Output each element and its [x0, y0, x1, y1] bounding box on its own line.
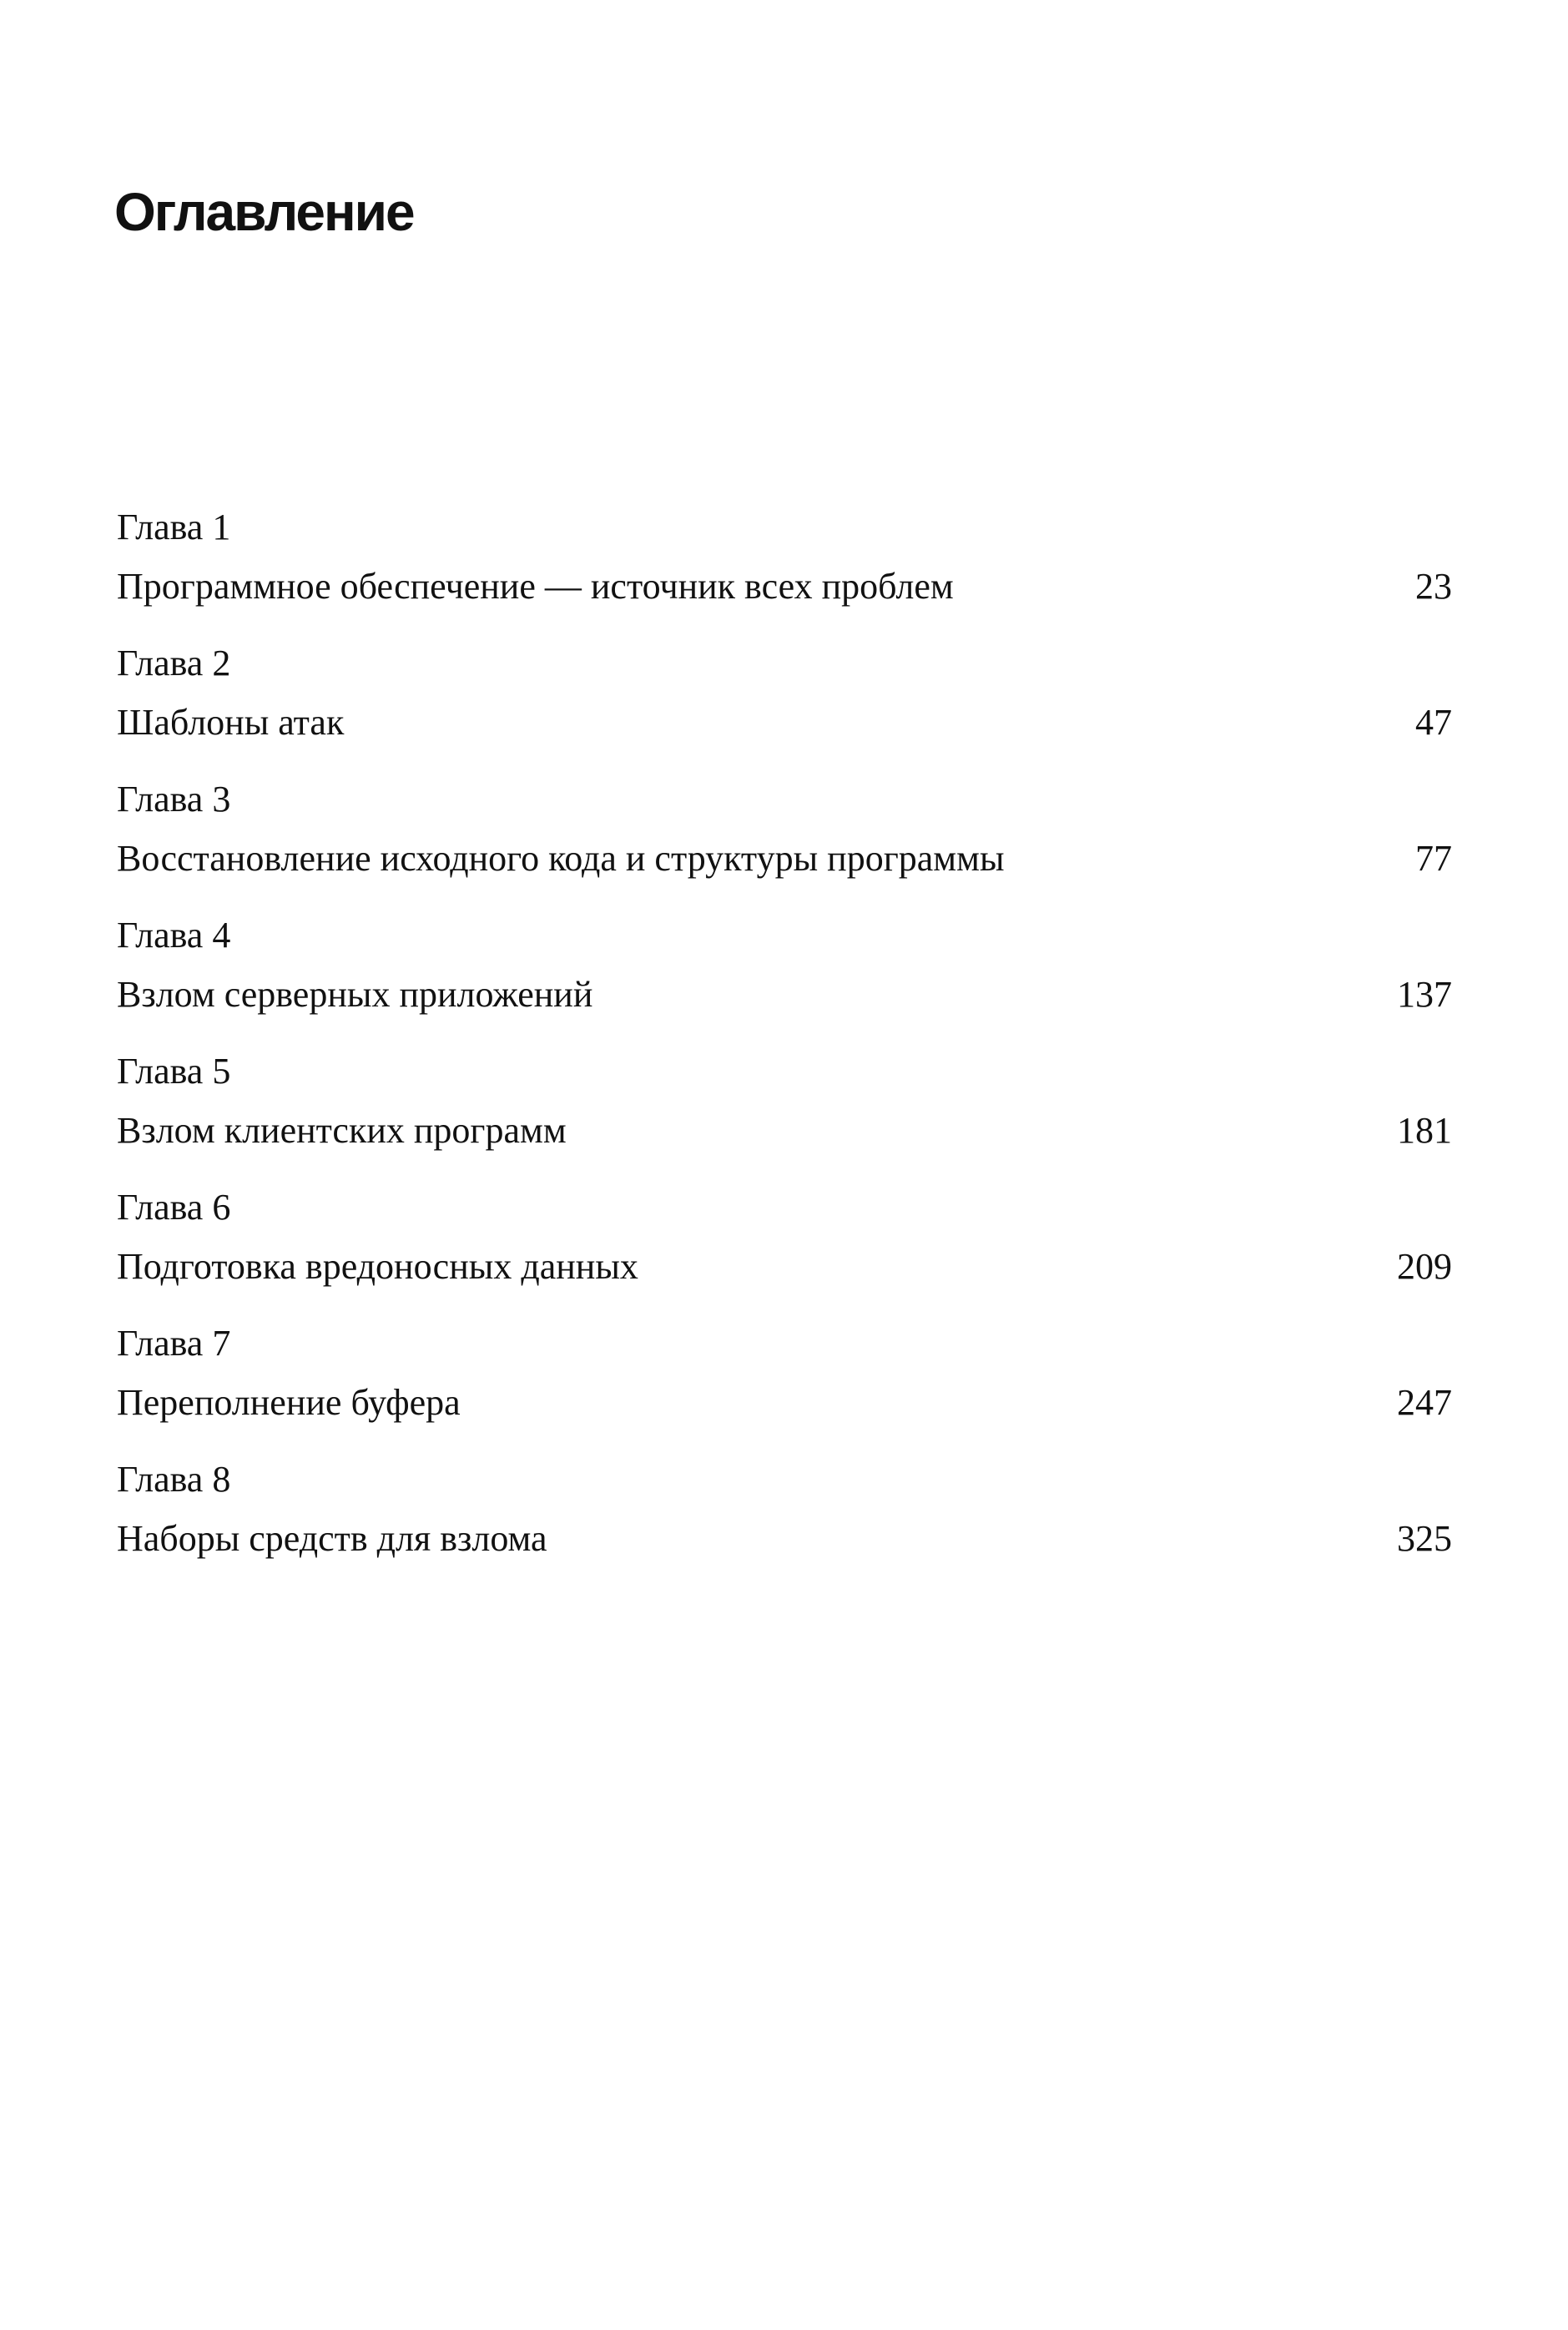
toc-entry-chapter-1[interactable]: [117, 501, 1452, 637]
chapter-title: Программное обеспечение — источник всех проблем: [117, 566, 954, 607]
chapter-page-number: 77: [1415, 838, 1452, 879]
chapter-title: Взлом клиентских программ: [117, 1110, 567, 1151]
chapter-title: Восстановление исходного кода и структуры программы: [117, 838, 1005, 879]
chapter-page-number: 247: [1397, 1382, 1452, 1423]
chapter-label: Глава 6: [117, 1187, 231, 1228]
chapter-label: Глава 1: [117, 507, 231, 547]
chapter-title: Шаблоны атак: [117, 702, 345, 743]
chapter-label: Глава 2: [117, 643, 231, 683]
chapter-label: Глава 4: [117, 915, 231, 956]
chapter-label: Глава 7: [117, 1323, 231, 1364]
chapter-page-number: 23: [1415, 566, 1452, 607]
toc-entry-chapter-2[interactable]: [117, 637, 1452, 773]
chapter-label: Глава 3: [117, 779, 231, 820]
toc-entry-chapter-6[interactable]: [117, 1181, 1452, 1317]
table-of-contents: [117, 501, 1452, 1589]
chapter-title: Взлом серверных приложений: [117, 974, 593, 1015]
chapter-page-number: 137: [1397, 974, 1452, 1015]
page-title: Оглавление: [114, 182, 414, 242]
toc-entry-chapter-3[interactable]: [117, 773, 1452, 909]
toc-entry-chapter-4[interactable]: [117, 909, 1452, 1045]
toc-entry-chapter-8[interactable]: [117, 1453, 1452, 1589]
toc-entry-chapter-5[interactable]: [117, 1045, 1452, 1181]
chapter-label: Глава 5: [117, 1051, 231, 1092]
chapter-title: Наборы средств для взлома: [117, 1518, 547, 1559]
toc-entry-chapter-7[interactable]: [117, 1317, 1452, 1453]
chapter-title: Переполнение буфера: [117, 1382, 461, 1423]
chapter-label: Глава 8: [117, 1459, 231, 1500]
chapter-page-number: 209: [1397, 1246, 1452, 1287]
chapter-page-number: 47: [1415, 702, 1452, 743]
chapter-page-number: 325: [1397, 1518, 1452, 1559]
chapter-page-number: 181: [1397, 1110, 1452, 1151]
chapter-title: Подготовка вредоносных данных: [117, 1246, 638, 1287]
